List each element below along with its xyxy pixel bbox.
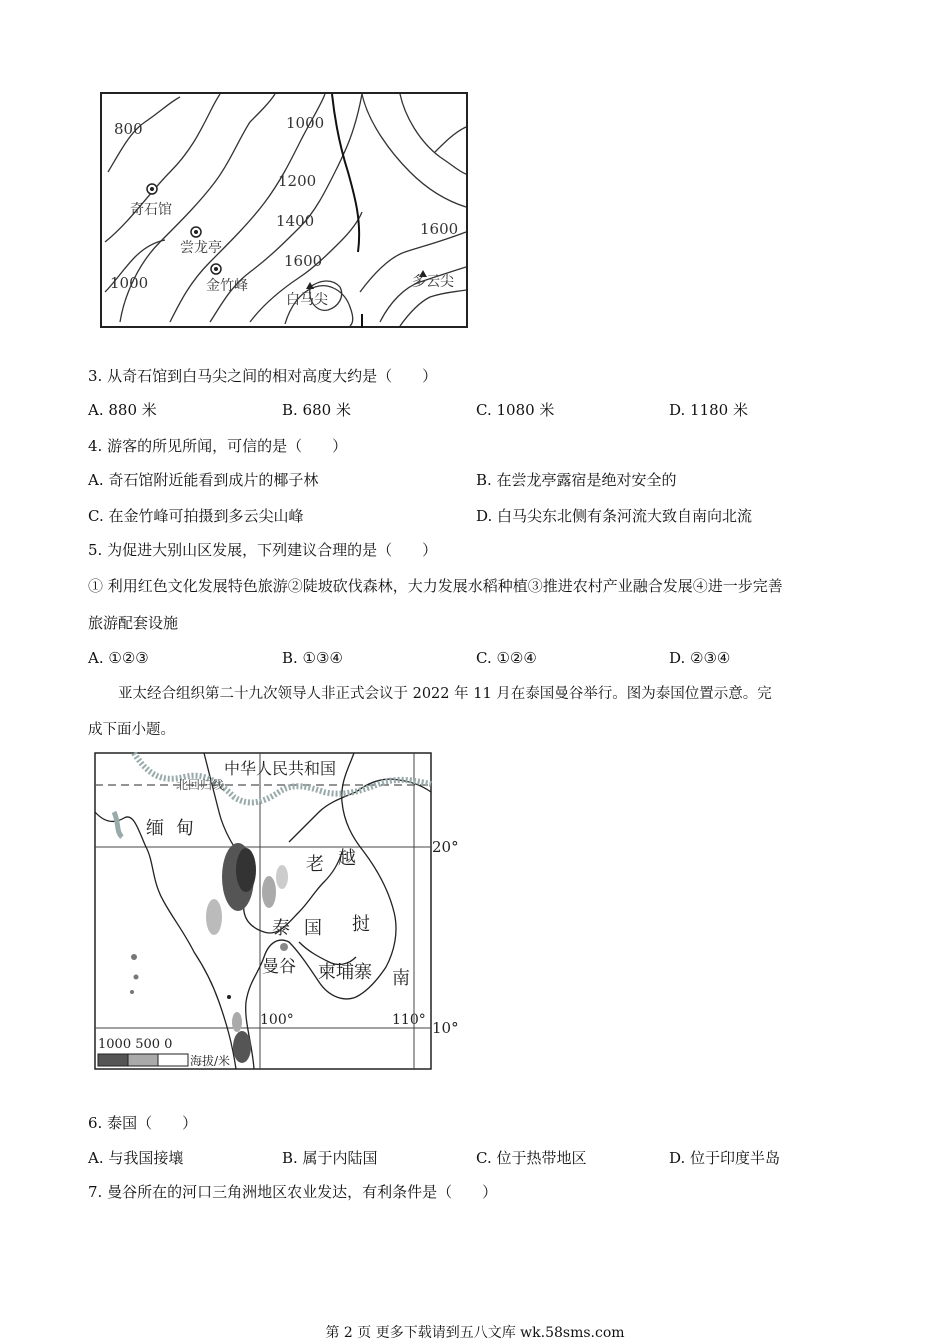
- question-6-option-b: B. 属于内陆国: [282, 1149, 378, 1167]
- contour-label-1200: 1200: [278, 172, 317, 190]
- contour-label-1600-b: 1600: [284, 252, 323, 270]
- legend-unit: 海拔/米: [190, 1054, 231, 1068]
- legend-values: 1000 500 0: [98, 1037, 173, 1052]
- question-6-option-a: A. 与我国接壤: [88, 1149, 184, 1167]
- label-china: 中华人民共和国: [224, 759, 337, 778]
- label-myanmar-2: 甸: [176, 818, 194, 839]
- question-4-stem: 4. 游客的所见所闻，可信的是（ ）: [88, 437, 348, 455]
- question-4-option-d: D. 白马尖东北侧有条河流大致自南向北流: [476, 507, 753, 525]
- intro-line-1: 亚太经合组织第二十九次领导人非正式会议于 2022 年 11 月在泰国曼谷举行。图为泰国位置示意。完: [118, 686, 772, 702]
- question-5-option-b: B. ①③④: [282, 649, 343, 667]
- question-5-option-c: C. ①②④: [476, 649, 537, 667]
- question-5-body-line-2: 旅游配套设施: [88, 614, 179, 632]
- question-6-stem: 6. 泰国（ ）: [88, 1114, 198, 1132]
- label-myanmar-1: 缅: [146, 818, 164, 839]
- question-4-option-a: A. 奇石馆附近能看到成片的椰子林: [88, 471, 319, 489]
- contour-label-1600-a: 1600: [420, 220, 459, 238]
- place-label-qishiguan: 奇石馆: [130, 202, 172, 218]
- label-vietnam-1: 越: [338, 848, 356, 869]
- question-3-option-b: B. 680 米: [282, 401, 351, 419]
- place-marker-changlongting: [191, 227, 201, 237]
- question-7-stem: 7. 曼谷所在的河口三角洲地区农业发达，有利条件是（ ）: [88, 1183, 498, 1201]
- label-cambodia: 柬埔寨: [318, 962, 372, 983]
- contour-label-1400: 1400: [276, 212, 315, 230]
- label-lon-110: 110°: [392, 1012, 426, 1028]
- place-label-duoyunjian: 多云尖: [412, 274, 454, 290]
- label-tropic-of-cancer: 北回归线: [176, 778, 225, 792]
- question-5-body-line-1: ① 利用红色文化发展特色旅游②陡坡砍伐森林，大力发展水稻种植③推进农村产业融合发展④进一步完善: [88, 577, 783, 595]
- question-3-option-a: A. 880 米: [88, 401, 157, 419]
- contour-label-800: 800: [114, 120, 143, 138]
- question-5-option-d: D. ②③④: [669, 649, 731, 667]
- question-3-stem: 3. 从奇石馆到白马尖之间的相对高度大约是（ ）: [88, 367, 438, 385]
- page-footer: 第 2 页 更多下载请到五八文库 wk.58sms.com: [325, 1325, 625, 1341]
- question-3-option-c: C. 1080 米: [476, 401, 555, 419]
- place-marker-jinzhufeng: [211, 264, 221, 274]
- question-6-option-c: C. 位于热带地区: [476, 1149, 587, 1167]
- label-lat-20: 20°: [432, 838, 459, 856]
- question-4-option-b: B. 在尝龙亭露宿是绝对安全的: [476, 471, 677, 489]
- question-5-option-a: A. ①②③: [88, 649, 149, 667]
- intro-line-2: 成下面小题。: [88, 722, 175, 738]
- question-3-option-d: D. 1180 米: [669, 401, 748, 419]
- label-vietnam-2: 挝: [352, 914, 370, 935]
- place-label-baimajian: 白马尖: [286, 292, 328, 308]
- label-thailand-1: 泰: [272, 918, 290, 939]
- label-vietnam-3: 南: [392, 968, 410, 989]
- label-thailand-2: 国: [304, 918, 322, 939]
- question-4-option-c: C. 在金竹峰可拍摄到多云尖山峰: [88, 507, 304, 525]
- place-label-changlongting: 尝龙亭: [180, 240, 222, 256]
- label-laos: 老: [306, 854, 324, 875]
- place-marker-qishiguan: [147, 184, 157, 194]
- contour-map: [100, 92, 468, 328]
- question-6-option-d: D. 位于印度半岛: [669, 1149, 781, 1167]
- contour-label-1000-b: 1000: [110, 274, 149, 292]
- question-5-stem: 5. 为促进大别山区发展，下列建议合理的是（ ）: [88, 541, 438, 559]
- label-bangkok: 曼谷: [262, 957, 296, 977]
- contour-label-1000: 1000: [286, 114, 325, 132]
- label-lat-10: 10°: [432, 1019, 459, 1037]
- place-label-jinzhufeng: 金竹峰: [206, 278, 248, 294]
- thailand-location-map: [94, 752, 466, 1074]
- label-lon-100: 100°: [260, 1012, 294, 1028]
